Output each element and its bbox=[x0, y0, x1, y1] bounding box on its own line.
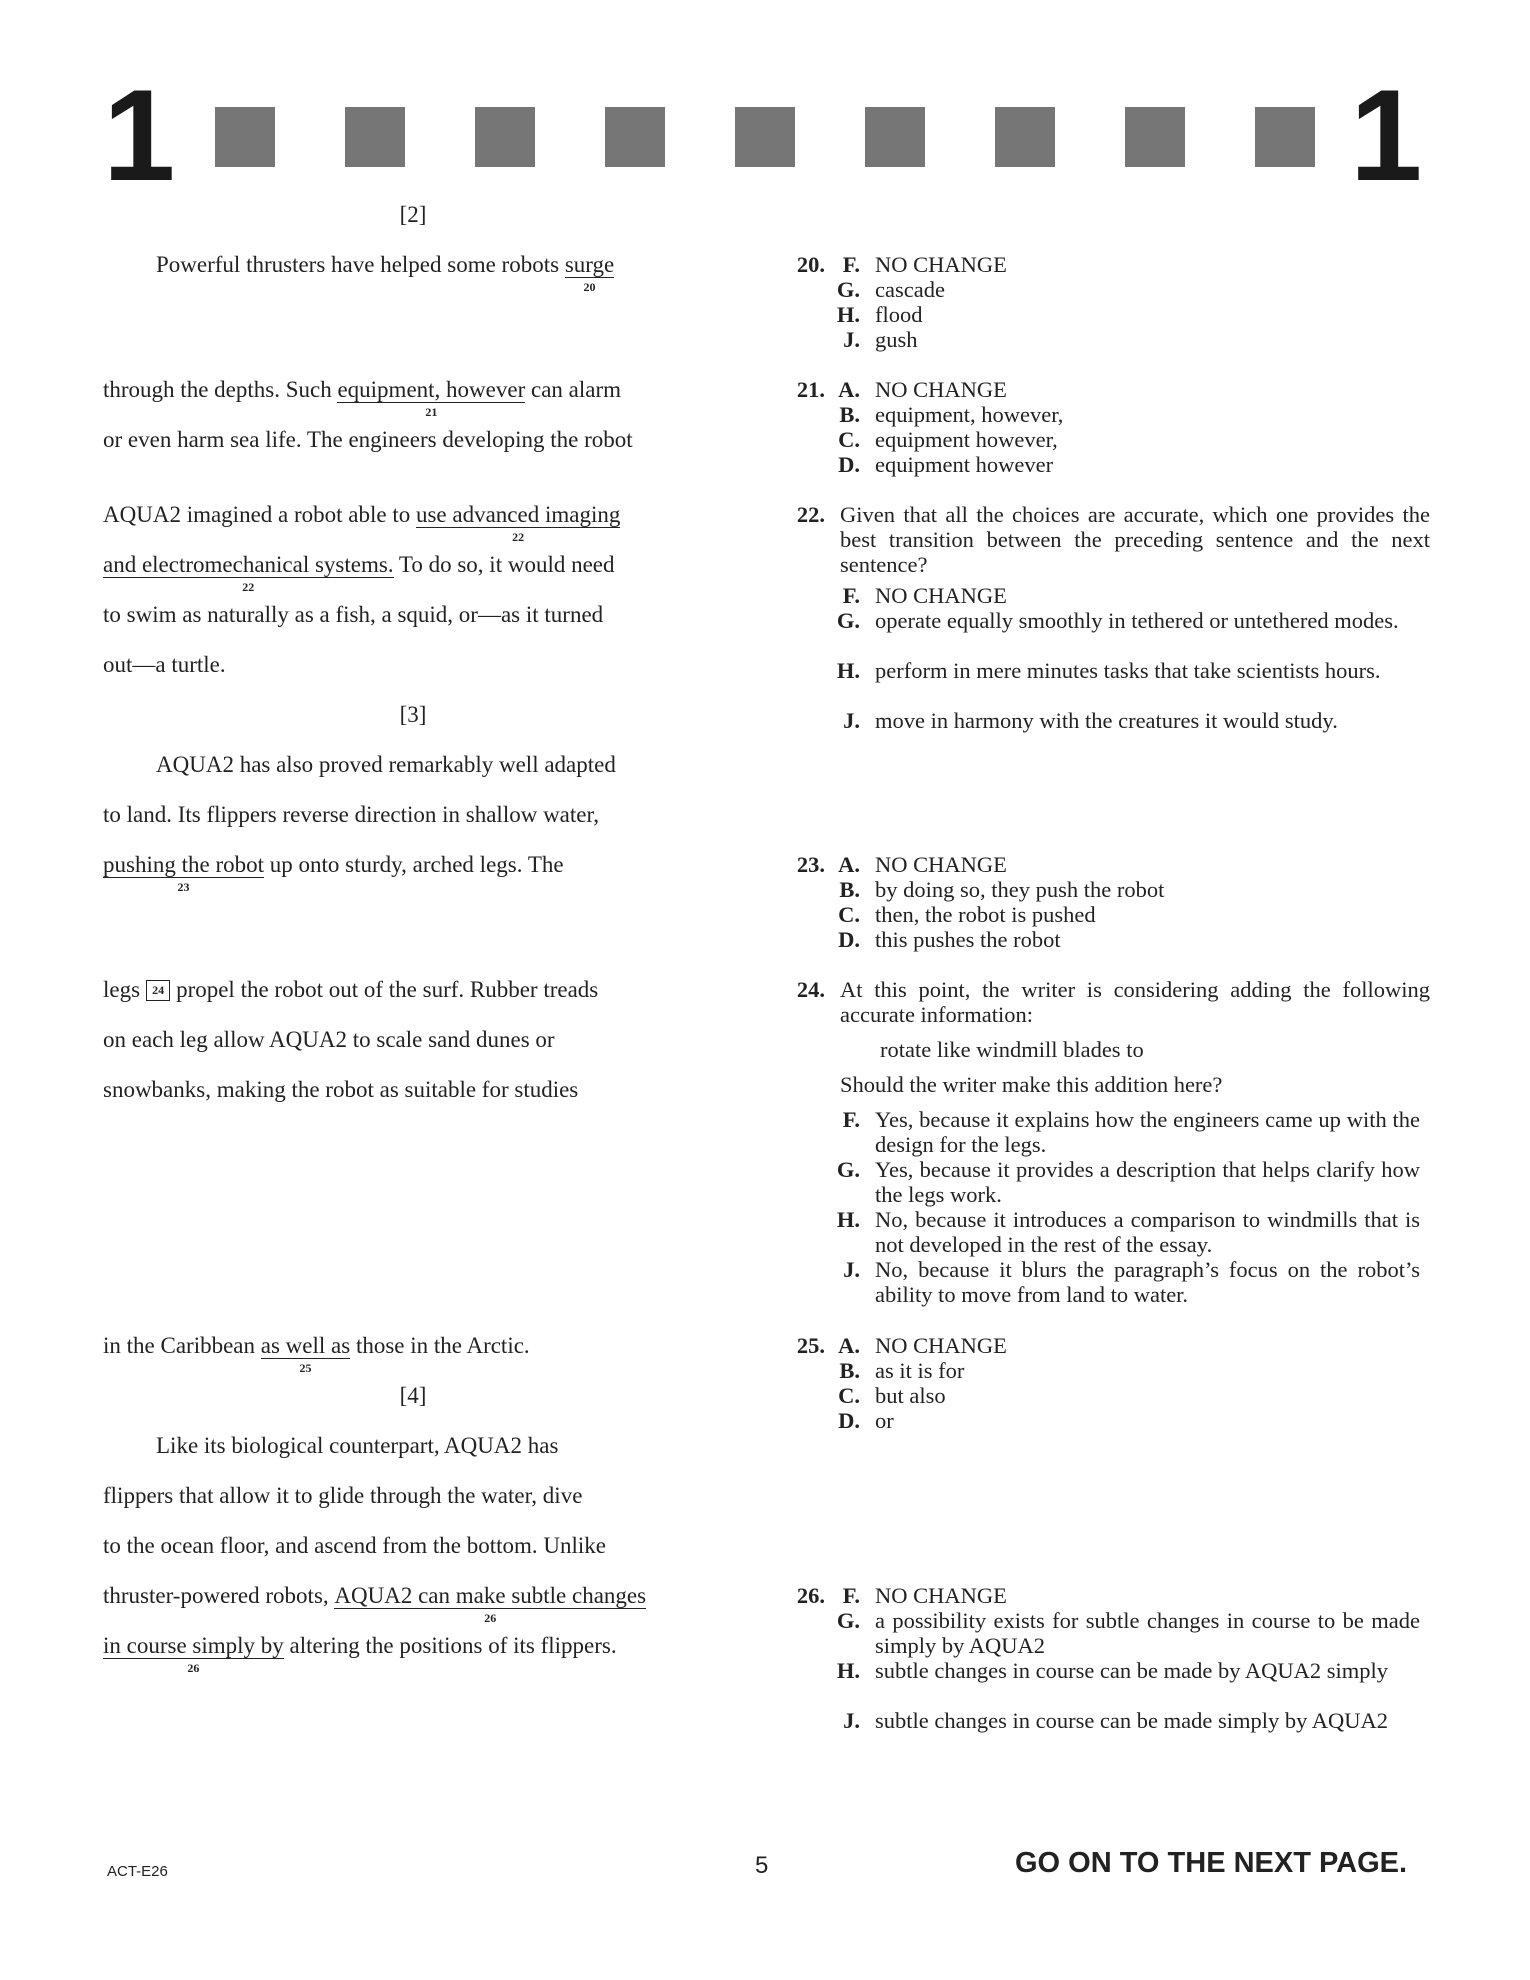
underlined-text: in course simply by bbox=[103, 1633, 284, 1658]
passage-text: To do so, it would need bbox=[393, 552, 615, 577]
option-letter: B. bbox=[839, 877, 860, 902]
option-letter: A. bbox=[838, 852, 860, 877]
option-letter: D. bbox=[838, 1408, 860, 1433]
section-number-right: 1 bbox=[1350, 62, 1419, 208]
option-letter: B. bbox=[839, 1358, 860, 1383]
option-letter: G. bbox=[836, 1608, 860, 1633]
option-text: a possibility exists for subtle changes in course to be made simply by AQUA2 bbox=[875, 1608, 1420, 1658]
underlined-text: AQUA2 can make subtle changes bbox=[334, 1583, 647, 1608]
option-text: NO CHANGE bbox=[875, 377, 1007, 402]
question-ref-22: 22 bbox=[512, 530, 525, 544]
question-number: 26. bbox=[796, 1583, 825, 1608]
paragraph-number: [3] bbox=[399, 702, 427, 727]
option-letter: H. bbox=[836, 1207, 860, 1232]
passage-line bbox=[103, 977, 598, 1003]
passage-text: can alarm bbox=[525, 377, 622, 402]
passage-text: through the depths. Such bbox=[103, 377, 338, 402]
option-text: by doing so, they push the robot bbox=[875, 877, 1165, 902]
option-text: NO CHANGE bbox=[875, 1583, 1007, 1608]
passage-text: in the Caribbean bbox=[103, 1333, 261, 1358]
option-letter: F. bbox=[842, 252, 860, 277]
passage-line: to the ocean floor, and ascend from the bottom. Unlike bbox=[103, 1533, 607, 1558]
option-text: NO CHANGE bbox=[875, 583, 1007, 608]
passage-text: legs bbox=[103, 977, 141, 1002]
underlined-text: equipment, however bbox=[337, 377, 526, 402]
option-text: subtle changes in course can be made by AQUA2 simply bbox=[875, 1658, 1389, 1683]
option-text: equipment however bbox=[875, 452, 1054, 477]
header-square bbox=[605, 107, 665, 167]
section-number-left: 1 bbox=[103, 62, 172, 208]
option-letter: D. bbox=[838, 927, 860, 952]
option-text: Yes, because it provides a description that helps clarify how the legs work. bbox=[875, 1157, 1420, 1207]
option-text: gush bbox=[875, 327, 918, 352]
option-letter: B. bbox=[839, 402, 860, 427]
question-number: 25. bbox=[796, 1333, 825, 1358]
passage-line bbox=[103, 1333, 530, 1375]
option-text: No, because it introduces a comparison to windmills that is not developed in the rest of the essay. bbox=[875, 1207, 1420, 1257]
underlined-portion-23[interactable] bbox=[103, 852, 264, 894]
paragraph-number: [4] bbox=[399, 1383, 427, 1408]
passage-line: to land. Its flippers reverse direction in shallow water, bbox=[103, 802, 599, 827]
underlined-text: surge bbox=[564, 252, 615, 277]
option-letter: A. bbox=[838, 377, 860, 402]
option-text: equipment, however, bbox=[875, 402, 1064, 427]
option-letter: G. bbox=[836, 1157, 860, 1182]
proposed-insertion: rotate like windmill blades to bbox=[880, 1037, 1144, 1062]
paragraph-number: [2] bbox=[399, 202, 427, 227]
option-letter: F. bbox=[842, 1107, 860, 1132]
underlined-portion-20[interactable] bbox=[564, 252, 615, 294]
passage-text: up onto sturdy, arched legs. The bbox=[264, 852, 564, 877]
option-letter: C. bbox=[838, 427, 860, 452]
option-text: this pushes the robot bbox=[875, 927, 1061, 952]
option-text: flood bbox=[875, 302, 923, 327]
question-stem: At this point, the writer is considering adding the following accurate information: bbox=[840, 977, 1430, 1027]
question-ref-26: 26 bbox=[187, 1661, 200, 1675]
option-text: NO CHANGE bbox=[875, 852, 1007, 877]
option-letter: F. bbox=[842, 1583, 860, 1608]
option-letter: H. bbox=[836, 1658, 860, 1683]
option-text: operate equally smoothly in tethered or untethered modes. bbox=[875, 608, 1399, 633]
option-letter: J. bbox=[843, 1257, 860, 1282]
option-letter: A. bbox=[838, 1333, 860, 1358]
question-ref-21: 21 bbox=[425, 405, 438, 419]
option-text: perform in mere minutes tasks that take scientists hours. bbox=[875, 658, 1381, 683]
question-stem: Given that all the choices are accurate, which one provides the best transition between the preceding sentence and the next sentence? bbox=[840, 502, 1430, 577]
header-square bbox=[475, 107, 535, 167]
option-letter: J. bbox=[843, 327, 860, 352]
underlined-text: as well as bbox=[260, 1333, 351, 1358]
question-number: 24. bbox=[796, 977, 825, 1002]
option-letter: C. bbox=[838, 902, 860, 927]
passage-line bbox=[103, 377, 622, 419]
form-id: ACT-E26 bbox=[107, 1863, 168, 1880]
passage-line: snowbanks, making the robot as suitable for studies bbox=[103, 1077, 579, 1102]
go-on-label: GO ON TO THE NEXT PAGE. bbox=[1015, 1847, 1408, 1879]
header-square bbox=[735, 107, 795, 167]
question-ref-20: 20 bbox=[583, 280, 596, 294]
header-square bbox=[345, 107, 405, 167]
option-text: cascade bbox=[875, 277, 945, 302]
passage-line bbox=[103, 852, 564, 894]
passage-line: out—a turtle. bbox=[103, 652, 226, 677]
question-number: 21. bbox=[796, 377, 825, 402]
passage-line: AQUA2 has also proved remarkably well adapted bbox=[156, 752, 616, 777]
passage-line: Like its biological counterpart, AQUA2 has bbox=[156, 1433, 559, 1458]
option-letter: J. bbox=[843, 708, 860, 733]
question-prompt: Should the writer make this addition here? bbox=[840, 1072, 1223, 1097]
question-box-24[interactable]: 24 bbox=[146, 980, 170, 1001]
passage-line: or even harm sea life. The engineers developing the robot bbox=[103, 427, 633, 452]
question-ref-26: 26 bbox=[484, 1611, 497, 1625]
option-text: then, the robot is pushed bbox=[875, 902, 1096, 927]
question-ref-22: 22 bbox=[242, 580, 255, 594]
question-ref-25: 25 bbox=[299, 1361, 312, 1375]
question-number: 22. bbox=[796, 502, 825, 527]
header-square bbox=[865, 107, 925, 167]
option-letter: C. bbox=[838, 1383, 860, 1408]
underlined-text: use advanced imaging bbox=[415, 502, 621, 527]
option-text: but also bbox=[875, 1383, 946, 1408]
passage-text: altering the positions of its flippers. bbox=[283, 1633, 617, 1658]
option-text: as it is for bbox=[875, 1358, 965, 1383]
option-text: NO CHANGE bbox=[875, 1333, 1007, 1358]
underlined-text: and electromechanical systems. bbox=[103, 552, 394, 577]
option-text: No, because it blurs the paragraph’s focus on the robot’s ability to move from land to water. bbox=[875, 1257, 1420, 1307]
option-letter: J. bbox=[843, 1708, 860, 1733]
option-text: subtle changes in course can be made simply by AQUA2 bbox=[875, 1708, 1389, 1733]
header-square bbox=[995, 107, 1055, 167]
underlined-portion-26[interactable] bbox=[334, 1583, 647, 1625]
passage-line: to swim as naturally as a fish, a squid, or—as it turned bbox=[103, 602, 604, 627]
underlined-portion-21[interactable] bbox=[337, 377, 526, 419]
passage-line: flippers that allow it to glide through the water, dive bbox=[103, 1483, 583, 1508]
option-text: move in harmony with the creatures it would study. bbox=[875, 708, 1338, 733]
passage-line bbox=[156, 252, 615, 294]
underlined-portion-26[interactable] bbox=[103, 1633, 284, 1675]
option-text: Yes, because it explains how the engineers came up with the design for the legs. bbox=[875, 1107, 1420, 1157]
question-number: 23. bbox=[796, 852, 825, 877]
underlined-text: pushing the robot bbox=[103, 852, 264, 877]
header-square bbox=[215, 107, 275, 167]
underlined-portion-25[interactable] bbox=[260, 1333, 351, 1375]
header-square bbox=[1125, 107, 1185, 167]
passage-text: AQUA2 imagined a robot able to bbox=[103, 502, 416, 527]
option-letter: F. bbox=[842, 583, 860, 608]
option-text: NO CHANGE bbox=[875, 252, 1007, 277]
passage-line bbox=[103, 1633, 617, 1675]
passage-text: those in the Arctic. bbox=[350, 1333, 530, 1358]
header-square bbox=[1255, 107, 1315, 167]
option-text: or bbox=[875, 1408, 894, 1433]
page-number: 5 bbox=[755, 1852, 769, 1879]
underlined-portion-22[interactable] bbox=[415, 502, 621, 544]
passage-text: thruster-powered robots, bbox=[103, 1583, 335, 1608]
option-text: equipment however, bbox=[875, 427, 1058, 452]
option-letter: H. bbox=[836, 658, 860, 683]
option-letter: H. bbox=[836, 302, 860, 327]
question-number: 20. bbox=[796, 252, 825, 277]
passage-text: propel the robot out of the surf. Rubber treads bbox=[176, 977, 599, 1002]
passage-line bbox=[103, 1583, 647, 1625]
passage-text: Powerful thrusters have helped some robots bbox=[156, 252, 565, 277]
passage-line: on each leg allow AQUA2 to scale sand dunes or bbox=[103, 1027, 555, 1052]
option-letter: D. bbox=[838, 452, 860, 477]
passage-line bbox=[103, 552, 615, 594]
passage-line bbox=[103, 502, 621, 544]
option-letter: G. bbox=[836, 277, 860, 302]
question-ref-23: 23 bbox=[177, 880, 190, 894]
option-letter: G. bbox=[836, 608, 860, 633]
underlined-portion-22[interactable] bbox=[103, 552, 394, 594]
